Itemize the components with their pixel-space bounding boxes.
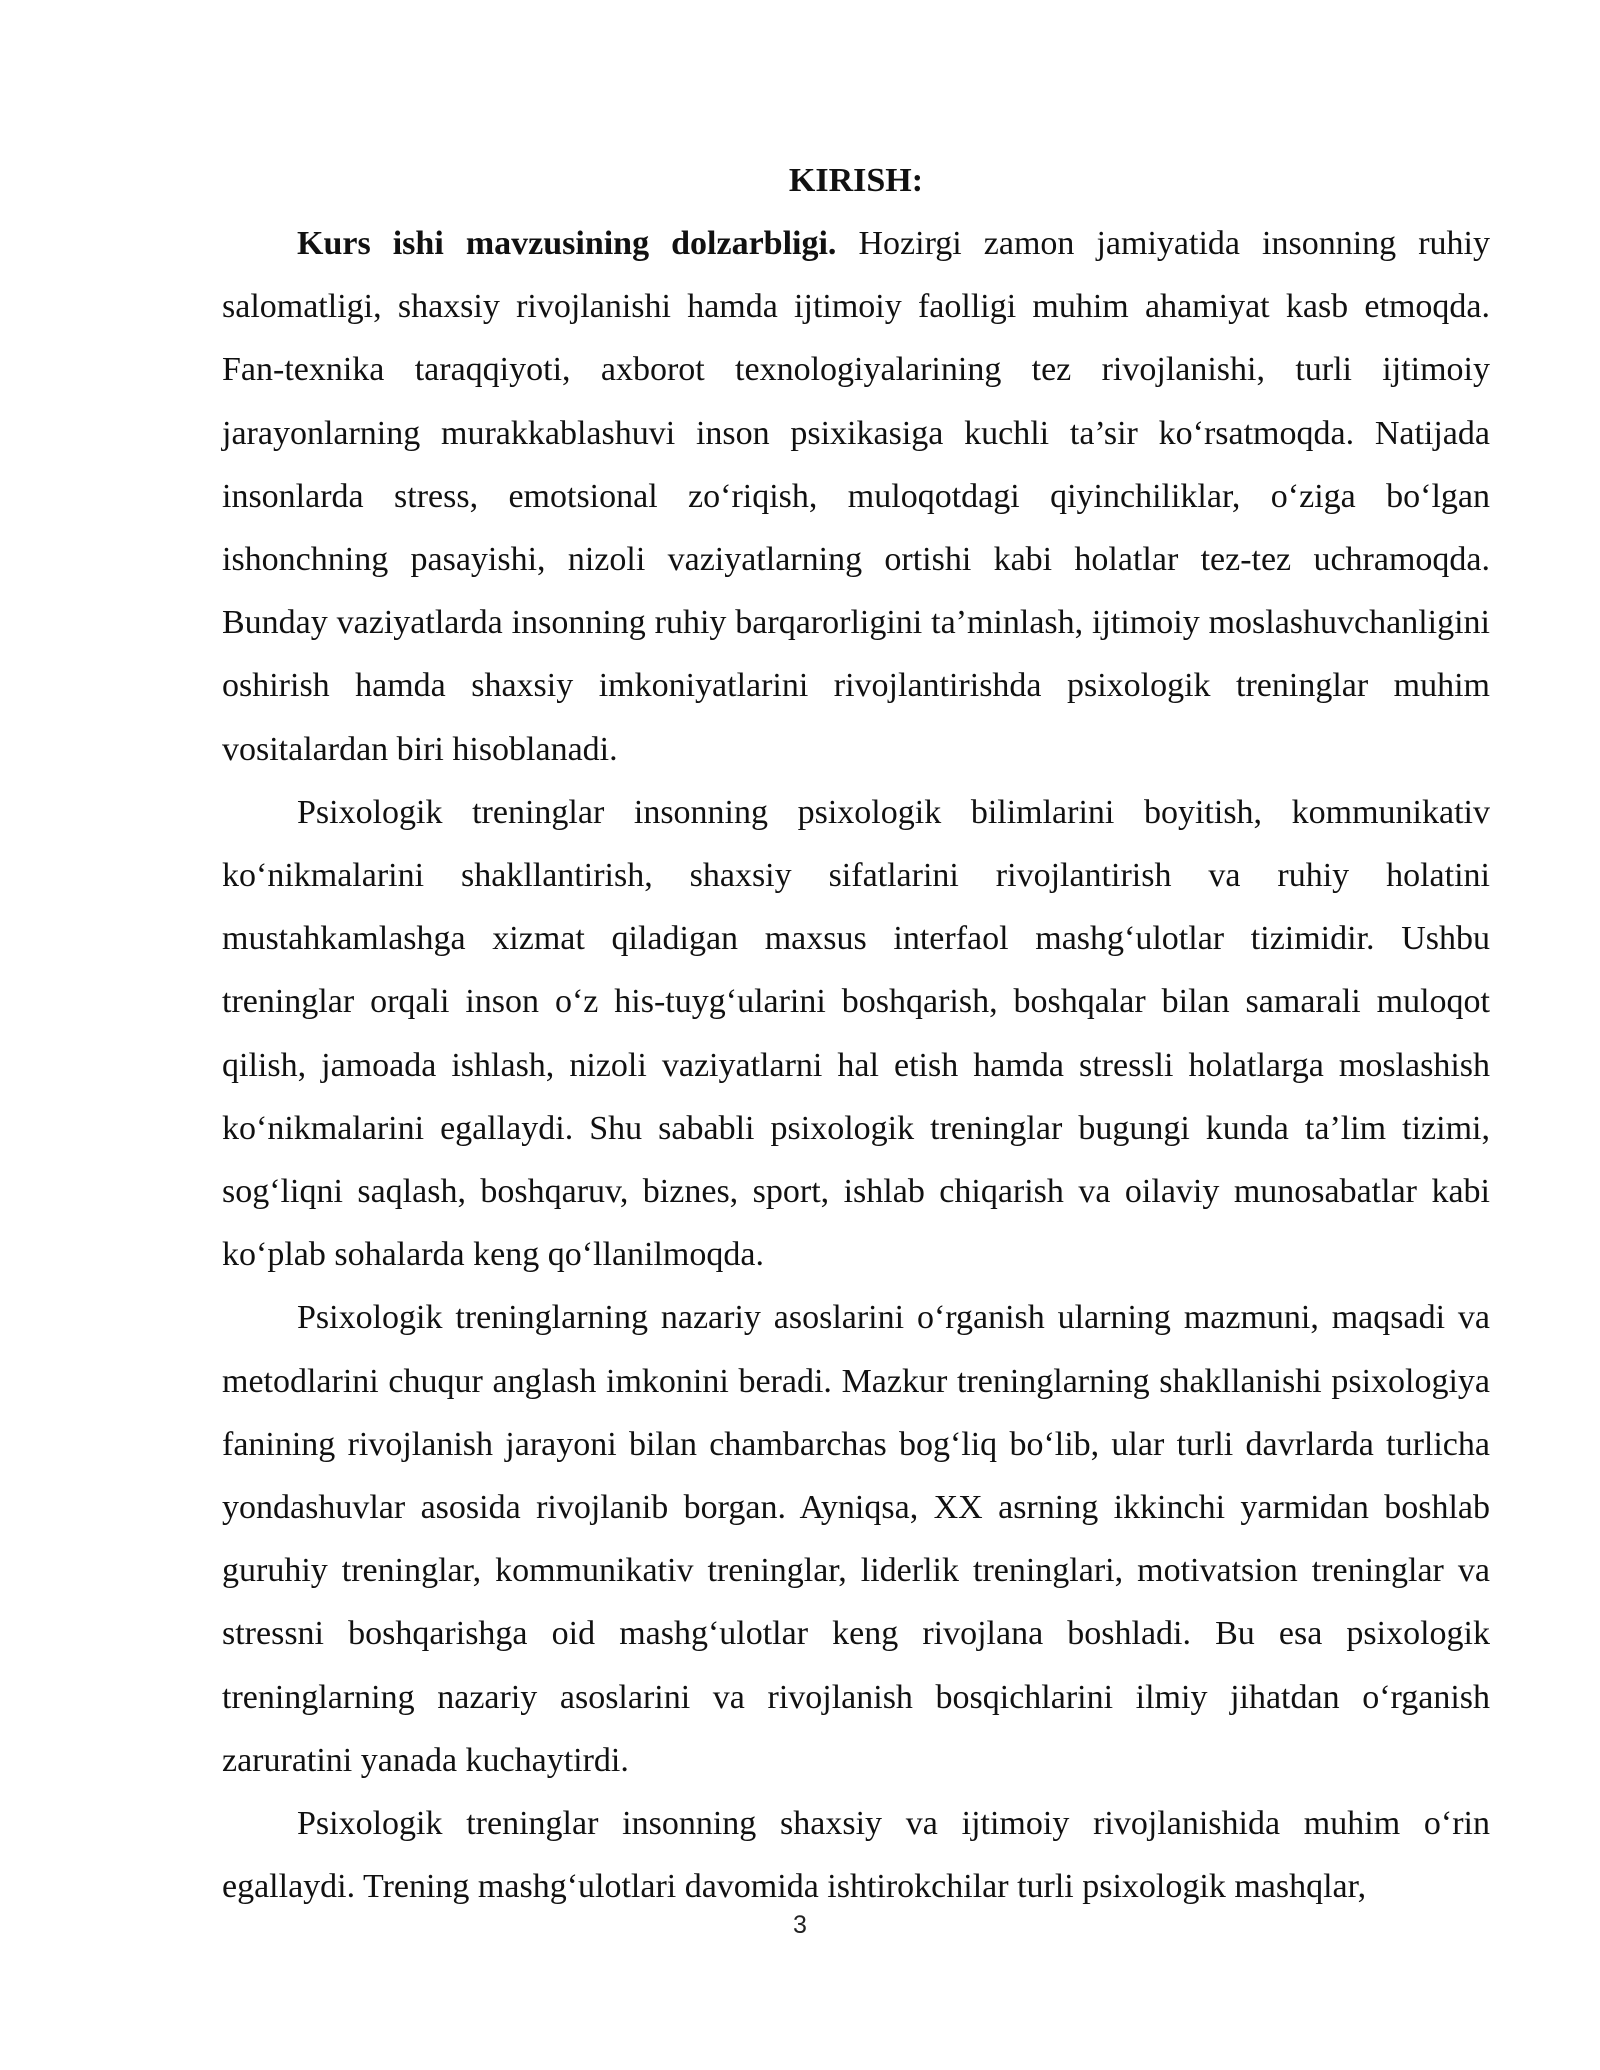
paragraph-theoretical-basis: Psixologik treninglarning nazariy asoslarini o‘rganish ularning mazmuni, maqsadi va metodlarini chuqur anglash imkonini beradi. Mazkur treninglarning shakllanishi psixologiya fanining rivojlanish jarayoni bilan chambarchas bog‘liq bo‘lib, ular turli davrlarda turlicha yondashuvlar asosida rivojlanib borgan. Ayniqsa, XX asrning ikkinchi yarmidan boshlab guruhiy treninglar, kommunikativ treninglar, liderlik treninglari, motivatsion treninglar va stressni boshqarishga oid mashg‘ulotlar keng rivojlana boshladi. Bu esa psixologik treninglarning nazariy asoslarini va rivojlanish bosqichlarini ilmiy jihatdan o‘rganish zaruratini yanada kuchaytirdi. [222,1299,1490,1779]
paragraph-relevance [222,212,1490,781]
page-number: 3 [793,1911,807,1939]
paragraph-lead: Kurs ishi mavzusining dolzarbligi. [297,225,837,262]
page-content [222,150,1490,1918]
paragraph-personal-development: Psixologik treninglar insonning shaxsiy va ijtimoiy rivojlanishida muhim o‘rin egallaydi. Trening mashg‘ulotlari davomida ishtirokchilar turli psixologik mashqlar, [222,1805,1490,1906]
paragraph-text: Hozirgi zamon jamiyatida insonning ruhiy salomatligi, shaxsiy rivojlanishi hamda ijtimoiy faolligi muhim ahamiyat kasb etmoqda. Fan-texnika taraqqiyoti, axborot texnologiyalarining tez rivojlanishi, turli ijtimoiy jarayonlarning murakkablashuvi inson psixikasiga kuchli ta’sir ko‘rsatmoqda. Natijada insonlarda stress, emotsional zo‘riqish, muloqotdagi qiyinchiliklar, o‘ziga bo‘lgan ishonchning pasayishi, nizoli vaziyatlarning ortishi kabi holatlar tez-tez uchramoqda. Bunday vaziyatlarda insonning ruhiy barqarorligini ta’minlash, ijtimoiy moslashuvchanligini oshirish hamda shaxsiy imkoniyatlarini rivojlantirishda psixologik treninglar muhim vositalardan biri hisoblanadi. [222,225,1490,768]
section-heading: KIRISH: [788,162,924,199]
paragraph-training-definition: Psixologik treninglar insonning psixologik bilimlarini boyitish, kommunikativ ko‘nikmalarini shakllantirish, shaxsiy sifatlarini rivojlantirish va ruhiy holatini mustahkamlashga xizmat qiladigan maxsus interfaol mashg‘ulotlar tizimidir. Ushbu treninglar orqali inson o‘z his-tuyg‘ularini boshqarish, boshqalar bilan samarali muloqot qilish, jamoada ishlash, nizoli vaziyatlarni hal etish hamda stressli holatlarga moslashish ko‘nikmalarini egallaydi. Shu sababli psixologik treninglar bugungi kunda ta’lim tizimi, sog‘liqni saqlash, boshqaruv, biznes, sport, ishlab chiqarish va oilaviy munosabatlar kabi ko‘plab sohalarda keng qo‘llanilmoqda. [222,793,1490,1274]
